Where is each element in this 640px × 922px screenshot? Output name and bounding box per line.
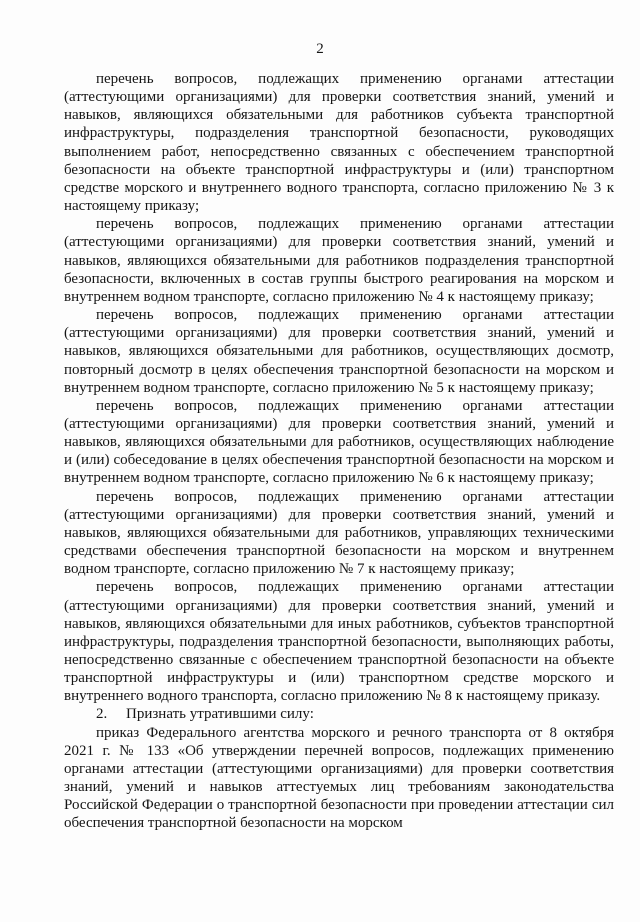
paragraph-clause-2: 2. Признать утратившими силу: bbox=[96, 706, 314, 723]
paragraph-list-item-appendix-6: перечень вопросов, подлежащих применению органами аттестации (аттестующими организациями) для проверки соответствия знаний, умений и навыков, являющихся обязательными для работников, осуществляющих наблюдение и (или) собеседование в целях обеспечения транспортной безопасности на морском и внутреннем водном транспорте, согласно приложению № 6 к настоящему приказу; bbox=[64, 397, 614, 487]
paragraph-list-item-appendix-7: перечень вопросов, подлежащих применению органами аттестации (аттестующими организациями) для проверки соответствия знаний, умений и навыков, являющихся обязательными для работников, управляющих техническими средствами обеспечения транспортной безопасности на морском и внутреннем водном транспорте, согласно приложению № 7 к настоящему приказу; bbox=[64, 488, 614, 578]
document-body bbox=[64, 70, 614, 833]
page-number: 2 bbox=[316, 41, 324, 57]
paragraph-list-item-appendix-8: перечень вопросов, подлежащих применению органами аттестации (аттестующими организациями) для проверки соответствия знаний, умений и навыков, являющихся обязательными для иных работников, субъектов транспортной инфраструктуры, подразделения транспортной безопасности, выполняющих работы, непосредственно связанные с обеспечением транспортной безопасности на объекте транспортной инфраструктуры и (или) транспортном средстве морского и внутреннего водного транспорта, согласно приложению № 8 к настоящему приказу. bbox=[64, 579, 614, 705]
paragraph-list-item-appendix-5: перечень вопросов, подлежащих применению органами аттестации (аттестующими организациями) для проверки соответствия знаний, умений и навыков, являющихся обязательными для работников, осуществляющих досмотр, повторный досмотр в целях обеспечения транспортной безопасности на морском и внутреннем водном транспорте, согласно приложению № 5 к настоящему приказу; bbox=[64, 307, 614, 396]
paragraph-repealed-order: приказ Федерального агентства морского и речного транспорта от 8 октября 2021 г. № 133 «Об утверждении перечней вопросов, подлежащих применению органами аттестации (аттестующими организациями) для проверки соответствия знаний, умений и навыков аттестуемых лиц требованиям законодательства Российской Федерации о транспортной безопасности при проведении аттестации сил обеспечения транспортной безопасности на морском bbox=[64, 724, 614, 832]
paragraph-list-item-appendix-3: перечень вопросов, подлежащих применению органами аттестации (аттестующими организациями) для проверки соответствия знаний, умений и навыков, являющихся обязательными для работников субъекта транспортной инфраструктуры, подразделения транспортной безопасности, руководящих выполнением работ, непосредственно связанных с обеспечением транспортной безопасности на объекте транспортной инфраструктуры и (или) транспортном средстве морского и внутреннего водного транспорта, согласно приложению № 3 к настоящему приказу; bbox=[64, 71, 614, 215]
paragraph-list-item-appendix-4: перечень вопросов, подлежащих применению органами аттестации (аттестующими организациями) для проверки соответствия знаний, умений и навыков, являющихся обязательными для работников подразделения транспортной безопасности, включенных в состав группы быстрого реагирования на морском и внутреннем водном транспорте, согласно приложению № 4 к настоящему приказу; bbox=[64, 216, 614, 305]
